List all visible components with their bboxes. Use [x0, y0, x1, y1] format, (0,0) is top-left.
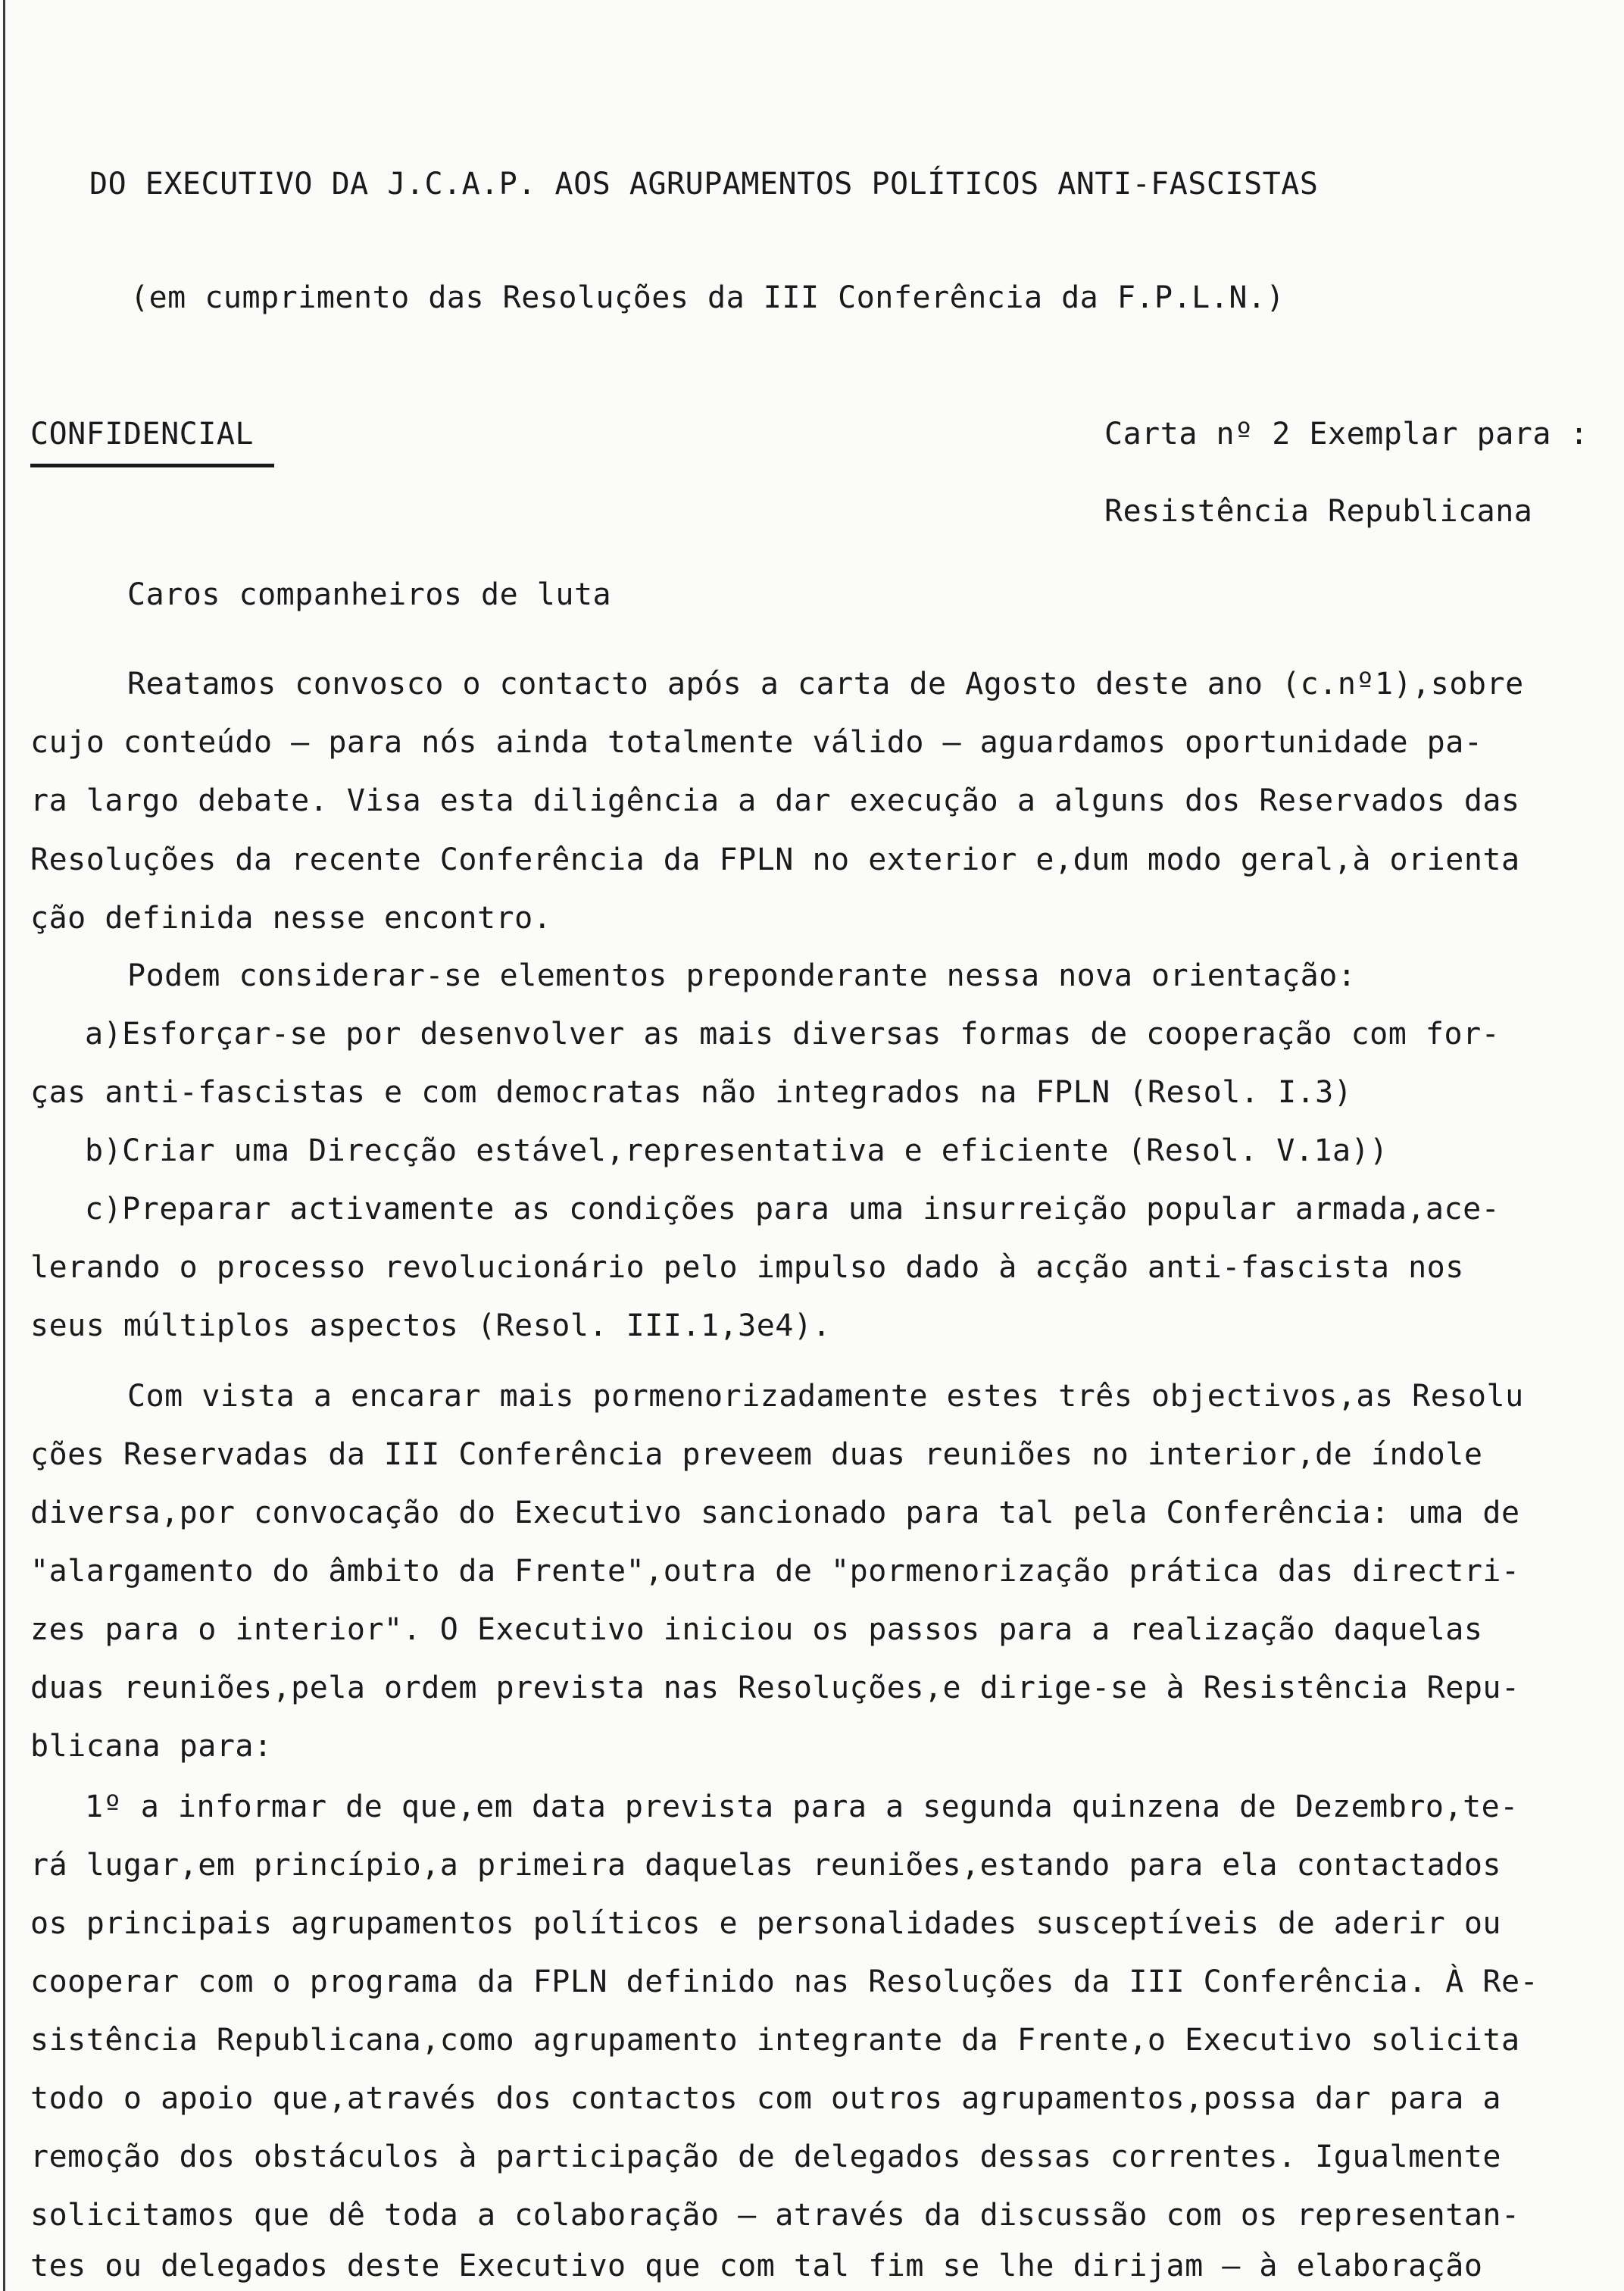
classification-underline [30, 464, 274, 467]
body-line: sistência Republicana,como agrupamento integrante da Frente,o Executivo solicita [30, 2023, 1520, 2058]
body-line: seus múltiplos aspectos (Resol. III.1,3e4). [30, 1308, 832, 1343]
recipient-name: Resistência Republicana [1104, 494, 1533, 529]
body-line: ças anti-fascistas e com democratas não integrados na FPLN (Resol. I.3) [30, 1075, 1353, 1110]
body-line: lerando o processo revolucionário pelo impulso dado à acção anti-fascista nos [30, 1250, 1464, 1285]
body-line: rá lugar,em princípio,a primeira daquelas reuniões,estando para ela contactados [30, 1848, 1501, 1883]
body-line: cujo conteúdo — para nós ainda totalmente válido — aguardamos oportunidade pa- [30, 725, 1483, 760]
body-line: remoção dos obstáculos à participação de delegados dessas correntes. Igualmente [30, 2139, 1501, 2174]
body-line: zes para o interior". O Executivo iniciou os passos para a realização daquelas [30, 1612, 1483, 1647]
classification-label: CONFIDENCIAL [30, 417, 254, 452]
body-line: Podem considerar-se elementos preponderante nessa nova orientação: [127, 958, 1357, 993]
body-line: solicitamos que dê toda a colaboração — através da discussão com os representan- [30, 2198, 1520, 2233]
body-line: os principais agrupamentos políticos e personalidades susceptíveis de aderir ou [30, 1906, 1501, 1941]
body-line: Com vista a encarar mais pormenorizadamente estes três objectivos,as Resolu [127, 1379, 1524, 1414]
left-margin-edge [3, 0, 5, 2291]
letter-number: Carta nº 2 Exemplar para : [1104, 417, 1589, 452]
body-line: Reatamos convosco o contacto após a carta de Agosto deste ano (c.nº1),sobre [127, 667, 1524, 702]
body-line: ções Reservadas da III Conferência preveem duas reuniões no interior,de índole [30, 1437, 1483, 1472]
body-line: ção definida nesse encontro. [30, 901, 552, 936]
list-item: 1º a informar de que,em data prevista para a segunda quinzena de Dezembro,te- [85, 1789, 1519, 1824]
list-item: c)Preparar activamente as condições para uma insurreição popular armada,ace- [85, 1192, 1501, 1227]
body-line: todo o apoio que,através dos contactos com outros agrupamentos,possa dar para a [30, 2081, 1501, 2116]
body-line: diversa,por convocação do Executivo sancionado para tal pela Conferência: uma de [30, 1496, 1520, 1530]
list-item: a)Esforçar-se por desenvolver as mais diversas formas de cooperação com for- [85, 1017, 1501, 1052]
document-heading: DO EXECUTIVO DA J.C.A.P. AOS AGRUPAMENTOS POLÍTICOS ANTI-FASCISTAS [89, 167, 1319, 202]
body-line: "alargamento do âmbito da Frente",outra de "pormenorização prática das directri- [30, 1554, 1520, 1589]
salutation: Caros companheiros de luta [127, 577, 612, 612]
body-line: duas reuniões,pela ordem prevista nas Resoluções,e dirige-se à Resistência Repu- [30, 1671, 1520, 1705]
body-line: ra largo debate. Visa esta diligência a dar execução a alguns dos Reservados das [30, 783, 1520, 818]
list-item: b)Criar uma Direcção estável,representativa e eficiente (Resol. V.1a)) [85, 1133, 1388, 1168]
body-line: cooperar com o programa da FPLN definido nas Resoluções da III Conferência. À Re- [30, 1964, 1539, 1999]
body-line: Resoluções da recente Conferência da FPLN no exterior e,dum modo geral,à orienta [30, 842, 1520, 877]
body-line: tes ou delegados deste Executivo que com tal fim se lhe dirijam — à elaboração [30, 2249, 1483, 2283]
body-line: blicana para: [30, 1729, 273, 1764]
document-subheading: (em cumprimento das Resoluções da III Conferência da F.P.L.N.) [130, 280, 1285, 315]
